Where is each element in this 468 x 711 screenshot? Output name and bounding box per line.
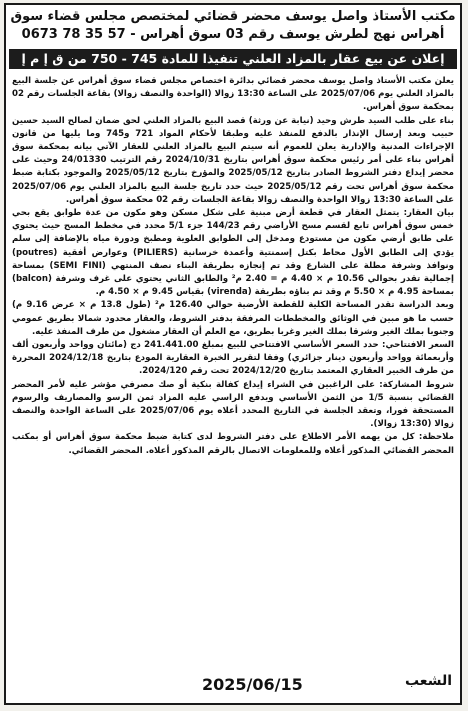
notice-footer [12, 673, 454, 699]
paragraph-note: ملاحظة: كل من يهمه الأمر الاطلاع على دفتر الشروط لدى كتابة ضبط محكمة سوق أهراس أو بمكتب المحضر القضائي المذكور أعلاه وللمعلومات الاتصال بالرقم المذكور أعلاه. المحضر القضائي. [12, 432, 454, 456]
paragraph-area: وبعد الدراسة تقدر المساحة الكلية للقطعة الأرضية حوالي 126.40 م² (طول 13.8 م × عرض 9.16 م) حسب ما هو مبين في الوثائق والمخططات المرفقة بدفتر الشروط، والعقار محدود شمالا بطريق عمومي وجنوبا بملك الغير وشرقا بملك الغير وغربا بطريق، مع العلم أن العقار مشغول من طرف المنفذ عليه. [12, 300, 454, 337]
paragraph-intro: يعلن مكتب الأستاذ واصل يوسف محضر قضائي بدائرة اختصاص مجلس قضاء سوق أهراس عن جلسة البيع بالمزاد العلني يوم 2025/07/06 على الساعة 13:30 زوالا (الواحدة والنصف زوالا) بقاعة الجلسات رقم 02 بمحكمة سوق أهراس. [12, 76, 454, 113]
paragraph-price: السعر الافتتاحي: حدد السعر الأساسي الافتتاحي للبيع بمبلغ 241.441.00 دج (مائتان وواحد وأربعون ألف وأربعمائة وواحد وأربعون دينار جزائري) وفقا لتقرير الخبرة العقارية المودع بتاريخ 2024/12/18 المحررة من طرف الخبير العقاري المعتمد بتاريخ 2024/12/20 تحت رقم 2024/120. [12, 340, 454, 377]
paragraph-property: بيان العقار: يتمثل العقار في قطعة أرض مبنية على شكل مسكن وهو مكون من عدة طوابق يقع بحي خمس سوق أهراس تابع لقسم مسح الأراضي رقم 144/23 جزء 5/1 محدد في مخطط المسح حيث يحتوي على طابق أرضي مكون من مستودع ومدخل إلى الطوابق العلوية ومطبخ ودورة مياه بالإضافة إلى سلم يؤدي إلى الطابق الأول محاط بكتل إسمنتية وأعمدة خرسانية (PILIERS) وعوارض أفقية (poutres) ونوافذ وشرفة مطلة على الشارع وقد تم إنجازه بطريقة البناء نصف المنتهي (SEMI FINI) بمساحة إجمالية تقدر بحوالي 10.56 م × 4.40 م = 2.40 م² والطابق الثاني يحتوي على غرف وشرفة (balcon) بمساحة 4.95 م × 5.50 م وقد تم بناؤه بطريقة (virenda) بقياس 9.45 م × 4.50 م. [12, 208, 455, 298]
paragraph-request: بناء على طلب السيد طرش وحيد (نيابة عن ورثة) قصد البيع بالمزاد العلني لحق ضمان لصالح السيد حسين حبيب وبعد إرسال الإنذار بالدفع للمنفذ عليه وطبقا لأحكام المواد 721 و745 وما يليها من قانون الإجراءات المدنية والإدارية يعلن للعموم أنه سيتم البيع بالمزاد العلني للعقار الآتي بيانه بمحكمة سوق أهراس بناء على أمر رئيس محكمة سوق أهراس بتاريخ 2024/10/31 رقم الترتيب 24/01330 وحيث على محضر إيداع دفتر الشروط الصادر بتاريخ 2025/05/12 والمؤرخ بتاريخ 2025/05/12 والموجود بكتابة ضبط محكمة سوق أهراس تحت رقم 2025/05/12 حيث حدد تاريخ جلسة البيع بالمزاد العلني يوم 2025/07/06 على الساعة 13:30 زوالا الواحدة والنصف زوالا بقاعة الجلسات رقم 02 محكمة سوق أهراس. [12, 115, 455, 205]
publication-date: 2025/06/15 [202, 675, 303, 694]
office-address: أهراس نهج لطرش يوسف رقم 03 سوق أهراس - 57 35 78 0673 [21, 27, 445, 42]
notice-header [6, 5, 460, 44]
publication-name: الشعب [404, 673, 452, 689]
paragraph-conditions: شروط المشاركة: على الراغبين في الشراء إيداع كفالة بنكية أو صك مصرفي مؤشر عليه لأمر المحضر القضائي بنسبة 1/5 من الثمن الأساسي ويدفع الراسي عليه المزاد ثمن الرسو والمصاريف والرسوم المستحقة فورا، وتعقد الجلسة في التاريخ المحدد أعلاه يوم 2025/07/06 على الساعة الواحدة والنصف زوالا (13:30 زوالا). [12, 379, 454, 430]
office-name: مكتب الأستاذ واصل يوسف محضر قضائي لمختصص مجلس قضاء سوق [10, 9, 456, 24]
legal-notice [4, 3, 462, 705]
notice-title-banner: إعلان عن بيع عقار بالمزاد العلني تنفيذا للمادة 745 - 750 من ق إ م إ [9, 49, 457, 69]
notice-body [6, 69, 460, 675]
